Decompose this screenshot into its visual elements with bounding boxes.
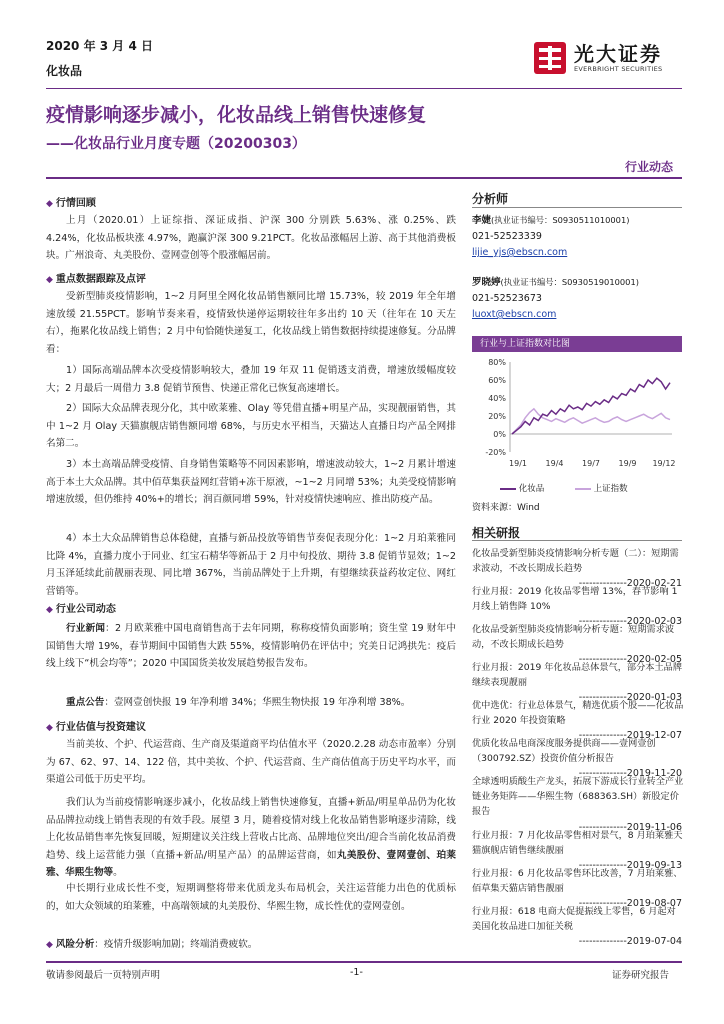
x-tick-label: 19/12 <box>652 459 676 468</box>
section-heading-data-tracking: ◆ 重点数据跟踪及点评 <box>46 274 146 285</box>
related-report-date: --------------2019-07-04 <box>578 936 682 947</box>
y-tick-label: 0% <box>493 430 506 439</box>
related-reports-heading: 相关研报 <box>472 526 521 540</box>
diamond-bullet-icon: ◆ <box>46 199 53 209</box>
footer-disclaimer: 敬请参阅最后一页特别声明 <box>46 970 161 981</box>
x-tick-label: 19/9 <box>618 459 637 468</box>
logo-subtext: EVERBRIGHT SECURITIES <box>574 65 663 73</box>
recommended-stocks: 丸美股份、壹网壹创、珀莱雅、华熙生物等 <box>46 849 457 879</box>
legend-swatch-cosmetics <box>500 488 516 490</box>
legend-label-cosmetics: 化妆品 <box>518 484 545 494</box>
footer-divider <box>46 961 682 963</box>
chart-title-bar: 行业与上证指数对比图 <box>472 336 682 352</box>
valuation-text-end: 。 <box>113 867 123 879</box>
section-heading-company-news: ◆ 行业公司动态 <box>46 604 116 615</box>
related-report-title[interactable]: 行业月报：2019 年化妆品总体景气，部分本土品牌继续表现靓丽 <box>472 662 683 688</box>
related-report-date: --------------2019-11-06 <box>578 822 682 833</box>
title-divider <box>46 177 682 179</box>
legend-label-index: 上证指数 <box>593 484 628 494</box>
related-report-title[interactable]: 化妆品受新型肺炎疫情影响分析专题（二）：短期需求波动，不改长期成长趋势 <box>472 548 679 574</box>
related-report-date: --------------2020-02-05 <box>578 654 682 665</box>
comparison-chart <box>472 356 682 478</box>
analyst-1 <box>472 212 684 261</box>
footer-report-label: 证券研究报告 <box>612 970 670 981</box>
analyst-2-email[interactable]: luoxt@ebscn.com <box>472 309 557 320</box>
analyst-1-phone: 021-52523339 <box>472 231 542 242</box>
valuation-paragraph-1: 当前美妆、个护、代运营商、生产商及渠道商平均估值水平（2020.2.28 动态市盈率）分别为 67、62、97、14、122 倍，其中美妆、个护、代运营商、生产商估值高于历史平均水平，而渠道公司低于历史平均。 <box>46 739 456 786</box>
report-type: 行业动态 <box>625 160 674 174</box>
analyst-2-cert: (执业证书编号：S0930519010001) <box>500 277 639 287</box>
risk-text: ：疫情升级影响加剧；终端消费疲软。 <box>94 939 258 950</box>
report-date: 2020 年 3 月 4 日 <box>46 39 153 53</box>
data-tracking-paragraph-2: 1）国际高端品牌本次受疫情影响较大，叠加 19 年双 11 促销透支消费，增速放缓幅度较大；2 月最后一周借力 3.8 促销节预售、快递正常化已恢复高速增长。 <box>46 365 456 394</box>
diamond-bullet-icon: ◆ <box>46 275 53 285</box>
related-report-date: --------------2020-01-03 <box>578 692 682 703</box>
risk-label: 风险分析 <box>55 939 95 950</box>
logo-mark-icon <box>532 40 568 76</box>
related-report-date: --------------2020-02-21 <box>578 578 682 589</box>
diamond-bullet-icon: ◆ <box>46 723 53 733</box>
data-tracking-paragraph-3: 2）国际大众品牌表现分化，其中欧莱雅、Olay 等凭借直播+明星产品，实现靓丽销售，其中 1~2 月 Olay 天猫旗舰店销售额同增 68%，与历史水平相当，天猫达人直播日均产品全网排名第二。 <box>46 403 456 450</box>
header-divider <box>46 88 682 89</box>
related-report-date: --------------2019-11-20 <box>578 768 682 779</box>
related-report-title[interactable]: 行业月报：2019 化妆品零售增 13%，春节影响 1 月线上销售降 10% <box>472 586 678 612</box>
data-tracking-paragraph-4: 3）本土高端品牌受疫情、自身销售策略等不同因素影响，增速波动较大，1~2 月累计增速高于本土大众品牌。其中佰草集获益网红营销+冻干原液，~1~2 月同增 53%；丸美受疫情影响增速放缓，但仍维持 40%+的增长；润百颜同增 59%，针对疫情快速响应、推出防疫产品。 <box>46 459 456 506</box>
series-line-shanghai-index <box>512 409 670 434</box>
related-report-title[interactable]: 行业月报：7 月化妆品零售相对景气，8 月珀莱雅天猫旗舰店销售继续靓丽 <box>472 830 683 856</box>
diamond-bullet-icon: ◆ <box>46 605 53 615</box>
page-number: -1- <box>350 967 363 978</box>
related-report-title[interactable]: 行业月报：618 电商大促提振线上零售，6 月起对美国化妆品进口加征关税 <box>472 906 676 932</box>
data-tracking-paragraph-5: 4）本土大众品牌销售总体稳健，直播与新品投放等销售节奏促表现分化：1~2 月珀莱雅同比降 4%，直播力度小于同业、红宝石精华等新品于 2 月中旬投放、期待 3.8 促销节显效；1~2 月玉泽延续此前靓丽表现、同比增 367%，当前品牌处于上升期，有望继续获益药妆定位、网红营销等。 <box>46 533 456 597</box>
announcement-paragraph <box>46 694 456 712</box>
y-tick-label: 20% <box>488 412 506 421</box>
page-subtitle: ——化妆品行业月度专题（20200303） <box>46 136 306 152</box>
legend-swatch-index <box>575 488 591 490</box>
market-review-paragraph: 上月（2020.01）上证综指、深证成指、沪深 300 分别跌 5.63%、涨 0.25%、跌 4.24%，化妆品板块涨 4.97%，跑赢沪深 300 9.21PCT。化妆品涨幅居上游、高于其他消费板块。广州浪奇、丸美股份、壹网壹创等个股涨幅居前。 <box>46 215 456 262</box>
y-tick-label: 40% <box>488 394 506 403</box>
industry-news-text: ：2 月欧莱雅中国电商销售高于去年同期，称称疫情负面影响；资生堂 19 财年中国销售大增 19%，春节期间中国销售大跌 55%，疫情影响仍在评估中；究美日记鸿拱先：疫后线上线下“机会均等”；2020 中国国货美妆发展趋势报告发布。 <box>46 623 456 670</box>
y-tick-label: 60% <box>488 376 506 385</box>
x-tick-label: 19/1 <box>509 459 527 468</box>
analyst-2 <box>472 274 684 323</box>
industry-news-paragraph <box>46 620 456 673</box>
analyst-divider <box>472 207 682 208</box>
diamond-bullet-icon: ◆ <box>46 940 53 950</box>
related-divider <box>472 540 682 541</box>
chart-source: 资料来源：Wind <box>472 503 540 513</box>
chart-legend <box>500 482 680 494</box>
related-report-title[interactable]: 优质化妆品电商深度服务提供商——壹网壹创（300792.SZ）投资价值分析报告 <box>472 738 656 764</box>
valuation-paragraph-3: 中长期行业成长性不变，短期调整将带来优质龙头布局机会，关注运营能力出色的优质标的，如大众领域的珀莱雅，中高端领域的丸美股份、华熙生物，成长性优的壹网壹创。 <box>46 883 456 912</box>
related-report-title[interactable]: 全球透明质酸生产龙头，拓展下游成长行业转全产业链业务矩阵——华熙生物（688363.SH）新股定价报告 <box>472 776 684 817</box>
series-line-cosmetics <box>512 378 670 434</box>
page-title: 疫情影响逐步减小，化妆品线上销售快速修复 <box>46 104 427 126</box>
analyst-2-phone: 021-52523673 <box>472 293 542 304</box>
section-heading-valuation: ◆ 行业估值与投资建议 <box>46 722 146 733</box>
announcement-label: 重点公告 <box>66 697 105 708</box>
valuation-text: 我们认为当前疫情影响逐步减小，化妆品线上销售快速修复，直播+新品/明星单品仍为化妆品品牌拉动线上销售表现的有效手段。展望 3 月，随着疫情对线上化妆品销售影响逐步清除，线上化妆品销售率先恢复回暖，短期建议关注线上营收占比高、品牌地位突出/迎合当前化妆品消费趋势、线上运营能力强（直播+新品/明星产品）的品牌运营商，如 <box>46 797 456 861</box>
x-tick-label: 19/4 <box>545 459 564 468</box>
valuation-paragraph-2 <box>46 794 456 882</box>
x-tick-label: 19/7 <box>582 459 600 468</box>
related-report-date: --------------2019-08-07 <box>578 898 682 909</box>
related-report-title[interactable]: 化妆品受新型肺炎疫情影响分析专题：短期需求波动，不改长期成长趋势 <box>472 624 675 650</box>
company-logo <box>532 38 682 78</box>
report-category: 化妆品 <box>46 64 83 78</box>
analyst-1-email[interactable]: lijie_yjs@ebscn.com <box>472 247 568 258</box>
y-tick-label: -20% <box>485 448 506 457</box>
analyst-1-cert: (执业证书编号：S0930511010001) <box>491 215 630 225</box>
y-tick-label: 80% <box>488 358 506 367</box>
analyst-1-name: 李婕 <box>472 215 492 226</box>
related-report-title[interactable]: 优中选优：行业总体景气，精选优质个股——化妆品行业 2020 年投资策略 <box>472 700 684 726</box>
data-tracking-paragraph-1: 受新型肺炎疫情影响，1~2 月阿里全网化妆品销售额同比增 15.73%，较 2019 年全年增速放缓 21.55PCT。影响节奏来看，疫情致快递停运期较往年多出约 10 天（往年在 10 天左右），拖累化妆品线上销售；2 月中旬恰随快递复工，化妆品线上销售数据持续提速修复。分品牌看： <box>46 291 456 355</box>
announcement-text: ：壹网壹创快报 19 年净利增 34%；华熙生物快报 19 年净利增 38%。 <box>104 697 411 708</box>
related-report-date: --------------2019-12-07 <box>578 730 682 741</box>
related-report-date: --------------2020-02-03 <box>578 616 682 627</box>
related-report-date: --------------2019-09-13 <box>578 860 682 871</box>
analyst-heading: 分析师 <box>472 192 509 206</box>
risk-analysis <box>46 936 456 955</box>
analyst-2-name: 罗晓婷 <box>472 277 501 288</box>
section-heading-market-review: ◆ 行情回顾 <box>46 198 96 209</box>
logo-text: 光大证券 <box>574 42 662 66</box>
industry-news-label: 行业新闻 <box>66 623 106 634</box>
related-report-title[interactable]: 行业月报：6 月化妆品零售环比改善，7 月珀莱雅、佰草集天猫店销售靓丽 <box>472 868 683 894</box>
